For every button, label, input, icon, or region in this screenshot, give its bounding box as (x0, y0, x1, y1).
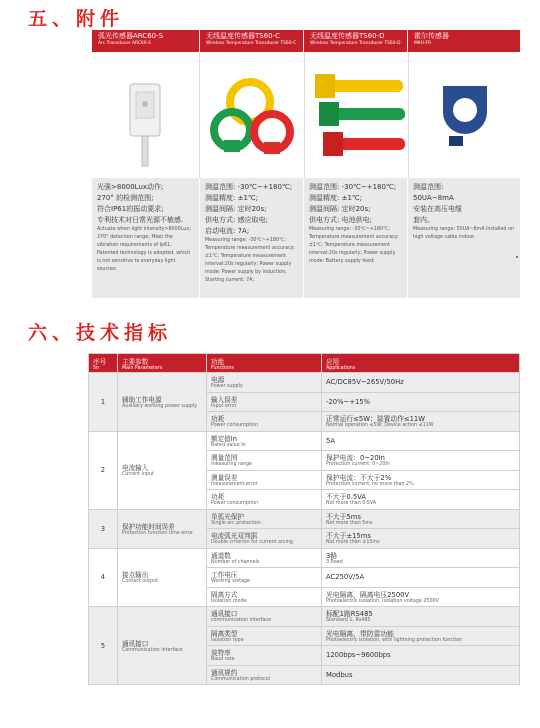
tsd-sensor-image (305, 52, 409, 178)
function-cn: 通道数 (211, 551, 231, 560)
spec-application (322, 490, 520, 510)
col-header-functions: 功能 Functions (207, 354, 322, 373)
accessory-name-en: MKH-FR (414, 41, 432, 46)
spec-row (89, 373, 520, 393)
function-cn: 工作电压 (211, 571, 238, 580)
spec-application (322, 431, 520, 451)
application-cn: 标配1路RS485 (326, 610, 373, 619)
function-en: Isolation type (211, 637, 244, 643)
spec-table (88, 353, 520, 685)
desc-english: Measuring range: 50UA~8mA Installed on high voltage cable indoor. (413, 227, 514, 240)
main-param-en: Auxiliary working power supply (122, 403, 198, 409)
function-cn: 单弧光保护 (211, 512, 244, 521)
application-cn: 不大于±15ms (326, 532, 371, 541)
application-en: 3 Road (326, 559, 343, 565)
spec-number: 3 (89, 509, 118, 548)
function-cn: 隔离方式 (211, 590, 238, 599)
main-param-cn: 辅助工作电源 (122, 395, 162, 404)
function-cn: 功耗 (211, 415, 225, 424)
desc-line: 50UA~8mA (413, 194, 454, 202)
spec-function (207, 568, 322, 588)
application-en: Normal operation ≤5W; Device action ≤11W (326, 423, 434, 429)
function-en: Power consumption (211, 423, 259, 429)
tsc-sensor-image (200, 52, 304, 178)
col-header-main: 主要参数 Main Parameters (118, 354, 207, 373)
function-cn: 输入误差 (211, 395, 238, 404)
desc-line: 270° 的检测范围; (97, 194, 154, 202)
spec-number: 2 (89, 431, 118, 509)
spec-function (207, 607, 322, 627)
spec-application (322, 392, 520, 412)
application-en: Not more than ±15ms (326, 540, 380, 546)
spec-application (322, 373, 520, 393)
main-param-en: Communication interface (122, 647, 183, 653)
main-param-en: Current input (122, 472, 154, 477)
hall-sensor-image (409, 52, 520, 178)
desc-line: 测温范围: -30℃~+180℃; (205, 183, 293, 191)
function-en: Rated value In (211, 442, 246, 448)
desc-english: Measuring range: -30℃~+180℃; Temperature measurement accuracy: ±1℃; Temperature measurement interval:20s regularly; Power supply mode: Power supply by induction; Starting current: 7A; (205, 238, 295, 283)
desc-line: 测温范围: -30℃~+180℃; (309, 183, 397, 191)
spec-function (207, 548, 322, 568)
accessory-desc-tsd (304, 178, 408, 298)
function-cn: 功耗 (211, 493, 225, 502)
spec-row (89, 509, 520, 529)
spec-main-parameter (118, 431, 207, 509)
spec-header-row (89, 354, 520, 373)
desc-line: 供电方式: 感应取电; (205, 216, 268, 224)
stray-dot (516, 256, 518, 258)
function-en: communication interface (211, 618, 272, 624)
main-param-cn: 接点输出 (122, 571, 149, 580)
accessory-name: 弧光传感器ARC60-S (98, 32, 164, 40)
function-cn: 测量误差 (211, 473, 238, 482)
function-en: Power supply (211, 384, 243, 390)
spec-function (207, 431, 322, 451)
application-cn: 保护电流：0~20In (326, 454, 385, 463)
spec-row (89, 607, 520, 627)
application-cn: 保护电流：不大于2% (326, 473, 392, 482)
function-cn: 波特率 (211, 649, 231, 658)
application-cn: -20%~+15% (326, 397, 371, 406)
application-cn: 3路 (326, 551, 338, 560)
desc-line: 光强>8000Lux动作; (97, 183, 164, 191)
spec-main-parameter (118, 509, 207, 548)
accessory-name-en: Wireless Temperature Transducer TS60-D (310, 41, 401, 46)
spec-function (207, 665, 322, 685)
col-header-no: 序号 Sn (89, 354, 118, 373)
function-en: Single arc protection (211, 520, 261, 526)
spec-application (322, 470, 520, 490)
application-cn: 5A (326, 436, 335, 445)
spec-function (207, 373, 322, 393)
desc-line: 套内。 (413, 216, 434, 224)
application-cn: AC250V/5A (326, 573, 365, 582)
function-en: measuring range (211, 462, 252, 468)
spec-application (322, 587, 520, 607)
spec-application (322, 548, 520, 568)
application-cn: 光电隔离，隔离电压2500V (326, 590, 410, 599)
application-cn: 不大于5ms (326, 512, 361, 521)
function-en: Number of channels (211, 559, 260, 565)
desc-line: 测温间隔: 定时20s; (309, 205, 371, 213)
spec-function (207, 470, 322, 490)
spec-application (322, 509, 520, 529)
desc-line: 专利技术对日常光源不敏感. (97, 216, 184, 224)
application-cn: AC/DC85V~265V/50Hz (326, 378, 404, 387)
accessory-desc-arc (92, 178, 200, 298)
spec-main-parameter (118, 548, 207, 607)
function-en: Input error (211, 403, 237, 409)
section-title-accessories: 五、附件 (28, 8, 125, 30)
spec-number: 1 (89, 373, 118, 432)
function-en: Working voltage (211, 579, 251, 585)
application-en: Not more than 5ms (326, 520, 373, 526)
spec-row (89, 431, 520, 451)
spec-application (322, 665, 520, 685)
spec-application (322, 646, 520, 666)
accessory-desc-tsc (200, 178, 304, 298)
desc-line: 测温间隔: 定时20s; (205, 205, 267, 213)
spec-application (322, 529, 520, 549)
function-cn: 电源 (211, 376, 225, 385)
spec-function (207, 646, 322, 666)
spec-number: 4 (89, 548, 118, 607)
desc-line: 供电方式: 电池供电; (309, 216, 372, 224)
desc-line: 启动电流: 7A; (205, 227, 250, 235)
function-en: Power consumption (211, 501, 259, 507)
function-cn: 通讯规约 (211, 668, 238, 677)
spec-main-parameter (118, 373, 207, 432)
accessory-name-en: Arc Transducer ARC60-S (98, 41, 151, 46)
spec-function (207, 509, 322, 529)
accessory-desc-hall (408, 178, 520, 298)
function-cn: 通讯接口 (211, 610, 238, 619)
spec-number: 5 (89, 607, 118, 685)
application-en: Photoelectric isolation, with lightning protection function (326, 637, 463, 643)
arc-sensor-image (92, 52, 200, 178)
application-cn: Modbus (326, 670, 353, 679)
function-en: measurement error (211, 481, 258, 487)
spec-application (322, 412, 520, 432)
spec-function (207, 412, 322, 432)
application-en: Not more than 0.5VA (326, 501, 377, 507)
accessory-header-tsd (304, 30, 408, 52)
col-header-applications: 应用 Applications (322, 354, 520, 373)
accessories-descriptions (92, 178, 520, 298)
function-en: Communication protocol (211, 676, 270, 682)
application-cn: 不大于0.5VA (326, 493, 367, 502)
main-param-cn: 电流输入 (122, 464, 149, 472)
application-en: Photoelectric isolation, isolation voltage 2500V (326, 598, 439, 604)
spec-function (207, 392, 322, 412)
accessory-header-tsc (200, 30, 304, 52)
spec-function (207, 451, 322, 471)
accessory-name-en: Wireless Temperature Transducer TS60-C (206, 41, 297, 46)
desc-line: 符合IP61的振动要求; (97, 205, 164, 213)
main-param-en: Contact output (122, 579, 159, 585)
accessories-header (92, 30, 520, 52)
spec-application (322, 451, 520, 471)
spec-application (322, 607, 520, 627)
function-en: Double criterion for current arcing (211, 540, 293, 546)
accessory-header-arc (92, 30, 200, 52)
function-cn: 额定值In (211, 434, 237, 443)
accessory-name: 霍尔传感器 (414, 32, 449, 40)
main-param-cn: 保护功能时间误差 (122, 522, 175, 531)
function-cn: 测量范围 (211, 454, 238, 463)
function-cn: 隔离类型 (211, 629, 238, 638)
main-param-en: Protection function time error (122, 530, 193, 536)
application-cn: 光电隔离，带防雷功能 (326, 629, 394, 638)
function-en: Isolation mode (211, 598, 247, 604)
application-en: Protection current: 0~20In (326, 462, 390, 468)
accessory-name: 无线温度传感器TS60-C (206, 32, 281, 40)
spec-function (207, 490, 322, 510)
spec-application (322, 626, 520, 646)
desc-line: 测温精度: ±1℃; (205, 194, 259, 202)
desc-line: 测温范围: (413, 183, 444, 191)
application-en: Protection current, no more than 2% (326, 481, 414, 487)
desc-line: 安装在高压电缆 (413, 205, 462, 213)
spec-row (89, 548, 520, 568)
application-cn: 1200bps~9600bps (326, 651, 391, 660)
desc-line: 测温精度: ±1℃; (309, 194, 363, 202)
accessories-table (92, 30, 520, 283)
function-cn: 电流弧光双判据 (211, 532, 258, 541)
spec-function (207, 587, 322, 607)
spec-application (322, 568, 520, 588)
spec-function (207, 529, 322, 549)
accessory-name: 无线温度传感器TS60-D (310, 32, 385, 40)
application-en: Standard 1, Rs485 (326, 618, 371, 624)
main-param-cn: 通讯接口 (122, 639, 149, 648)
section-title-specs: 六、技术指标 (28, 322, 173, 344)
function-en: Baud rate (211, 657, 235, 663)
spec-function (207, 626, 322, 646)
desc-english: Measuring range: -30℃~+180℃; Temperature measurement accuracy: ±1℃; Temperature measurement interval:20s regularly; Power supply mode: Battery supply feed; (309, 227, 399, 264)
accessory-header-hall (408, 30, 520, 52)
application-cn: 正常运行≤5W；装置动作≤11W (326, 415, 425, 424)
accessories-images (92, 52, 520, 178)
desc-english: Actuate when light intensity>8000Lux; 270° detection range; Meet the vibration requirements of Ip61; Patented technology is adopted, which is not sensitive to everyday light sources; (97, 227, 191, 272)
spec-main-parameter (118, 607, 207, 685)
